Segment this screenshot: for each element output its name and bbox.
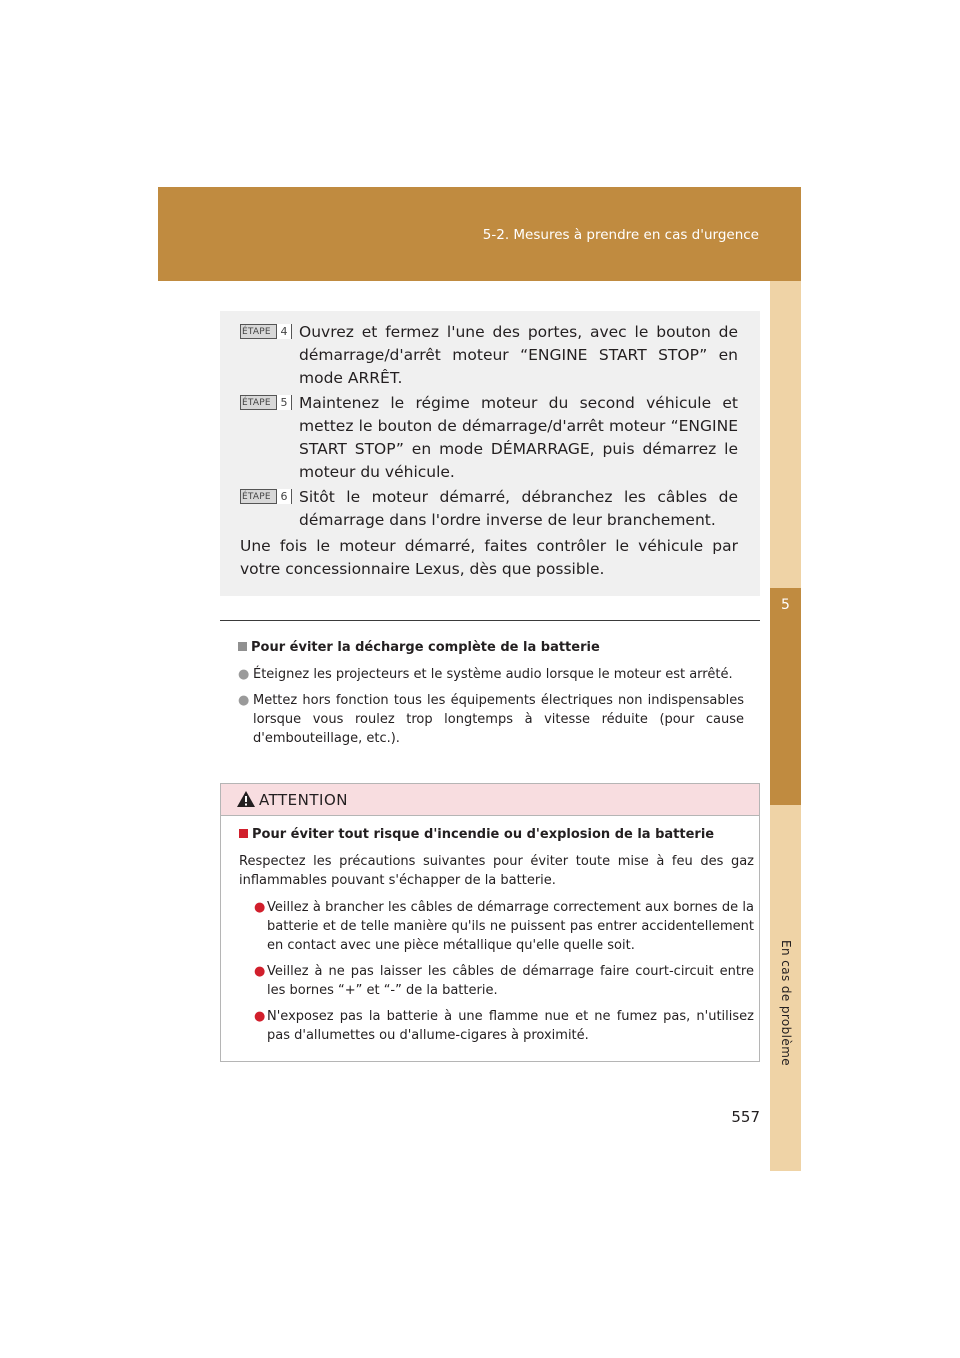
step-text: Sitôt le moteur démarré, débranchez les câbles de démarrage dans l'ordre inverse de leur branchement. (299, 488, 738, 529)
bullet-dot-icon: ● (254, 964, 266, 979)
bullet-dot-icon: ● (254, 1009, 266, 1024)
section-divider (220, 620, 760, 621)
step-badge (240, 489, 292, 504)
step-text: Maintenez le régime moteur du second véhicule et mettez le bouton de démarrage/d'arrêt moteur “ENGINE START STOP” en mode DÉMARRAGE, puis démarrez le moteur du véhicule. (299, 394, 738, 481)
step-badge (240, 395, 292, 410)
warning-box (220, 783, 760, 1062)
tip-item-text: Éteignez les projecteurs et le système audio lorsque le moteur est arrêté. (253, 667, 733, 682)
header-band (158, 187, 801, 281)
square-bullet-icon (238, 642, 247, 651)
warning-header (221, 784, 759, 816)
bullet-dot-icon: ● (238, 667, 250, 682)
step-badge-label: ÉTAPE (242, 327, 271, 337)
tips-heading-text: Pour éviter la décharge complète de la batterie (251, 640, 600, 655)
warning-title: ATTENTION (259, 791, 348, 809)
step-text: Ouvrez et fermez l'une des portes, avec le bouton de démarrage/d'arrêt moteur “ENGINE START STOP” en mode ARRÊT. (299, 323, 738, 387)
bullet-dot-icon: ● (254, 900, 266, 915)
warning-heading-text: Pour éviter tout risque d'incendie ou d'explosion de la batterie (252, 827, 715, 842)
warning-item-text: Veillez à brancher les câbles de démarrage correctement aux bornes de la batterie et de telle manière qu'ils ne puissent pas entrer accidentellement en contact avec une pièce métallique qu'elle quelle soit. (267, 900, 754, 953)
step-badge-label: ÉTAPE (242, 398, 271, 408)
warning-intro: Respectez les précautions suivantes pour éviter toute mise à feu des gaz inflammables pouvant s'échapper de la batterie. (239, 854, 754, 888)
warning-item-text: Veillez à ne pas laisser les câbles de démarrage faire court-circuit entre les bornes “+” et “-” de la batterie. (267, 964, 754, 998)
tip-item-text: Mettez hors fonction tous les équipements électriques non indispensables lorsque vous roulez trop longtemps à vitesse réduite (pour cause d'embouteillage, etc.). (253, 693, 744, 746)
step-badge-number: 4 (276, 324, 291, 339)
warning-item-text: N'exposez pas la batterie à une flamme nue et ne fumez pas, n'utilisez pas d'allumettes ou d'allume-cigares à proximité. (267, 1009, 754, 1043)
steps-closing-note: Une fois le moteur démarré, faites contrôler le véhicule par votre concessionnaire Lexus, dès que possible. (240, 537, 738, 578)
step-badge-number: 5 (276, 395, 291, 410)
steps-box (220, 311, 760, 596)
step-badge-label: ÉTAPE (242, 492, 271, 502)
step-badge (240, 324, 292, 339)
chapter-number: 5 (781, 597, 790, 613)
page-number: 557 (731, 1108, 760, 1126)
warning-triangle-icon (236, 790, 256, 808)
square-bullet-icon (239, 829, 248, 838)
tips-heading (238, 640, 600, 655)
section-title: 5-2. Mesures à prendre en cas d'urgence (482, 227, 759, 243)
warning-heading (239, 827, 714, 842)
bullet-dot-icon: ● (238, 693, 250, 708)
step-badge-number: 6 (276, 489, 291, 504)
chapter-label: En cas de problème (779, 940, 793, 1067)
chapter-number-box (770, 588, 801, 805)
